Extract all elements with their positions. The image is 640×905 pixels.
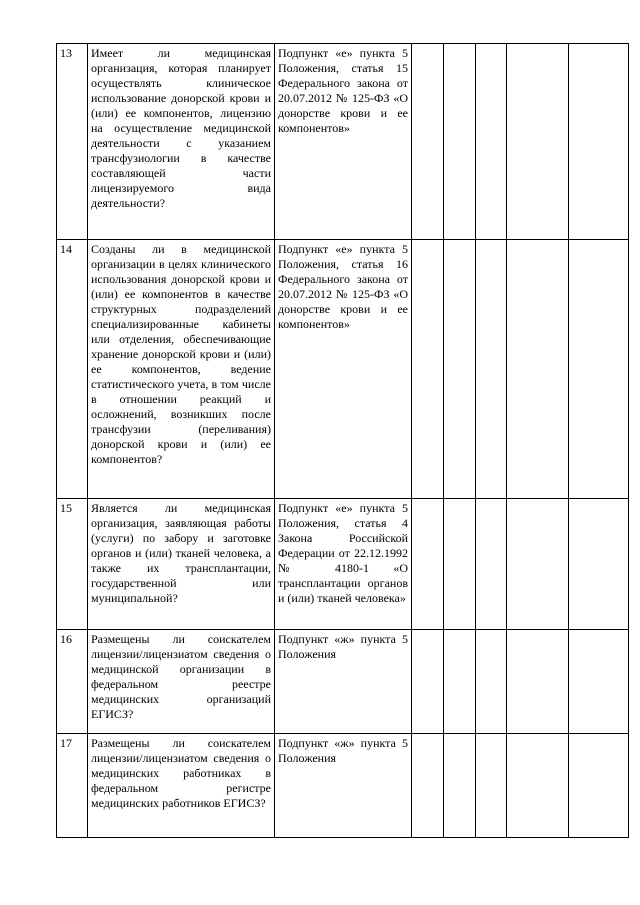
- row-number: 17: [57, 734, 88, 838]
- answer-na-cell: [476, 630, 507, 734]
- table-row: [57, 240, 629, 499]
- note-cell: [569, 734, 629, 838]
- table-row: [57, 734, 629, 838]
- answer-no-cell: [444, 499, 476, 630]
- row-number: 13: [57, 44, 88, 240]
- checklist-table: [56, 43, 629, 838]
- question-cell: Размещены ли соискателем лицензии/лицензиатом сведения о медицинской организации в федеральном реестре медицинских организаций ЕГИСЗ?: [88, 630, 275, 734]
- legal-basis-cell: Подпункт «е» пункта 5 Положения, статья 16 Федерального закона от 20.07.2012 № 125-ФЗ «О донорстве крови и ее компонентов»: [275, 240, 412, 499]
- answer-extra-cell: [507, 240, 569, 499]
- answer-na-cell: [476, 499, 507, 630]
- answer-na-cell: [476, 44, 507, 240]
- note-cell: [569, 630, 629, 734]
- legal-basis-cell: Подпункт «ж» пункта 5 Положения: [275, 630, 412, 734]
- answer-extra-cell: [507, 499, 569, 630]
- note-cell: [569, 499, 629, 630]
- answer-extra-cell: [507, 734, 569, 838]
- answer-na-cell: [476, 240, 507, 499]
- answer-no-cell: [444, 630, 476, 734]
- note-cell: [569, 44, 629, 240]
- table-row: [57, 630, 629, 734]
- question-cell: Имеет ли медицинская организация, которая планирует осуществлять клиническое использование донорской крови и (или) ее компонентов, лицензию на осуществление медицинской деятельности с указанием трансфузиологии в качестве составляющей части лицензируемого вида деятельности?: [88, 44, 275, 240]
- note-cell: [569, 240, 629, 499]
- answer-no-cell: [444, 734, 476, 838]
- answer-yes-cell: [412, 499, 444, 630]
- answer-yes-cell: [412, 630, 444, 734]
- legal-basis-cell: Подпункт «е» пункта 5 Положения, статья 4 Закона Российской Федерации от 22.12.1992 № 4180-1 «О трансплантации органов и (или) тканей человека»: [275, 499, 412, 630]
- answer-no-cell: [444, 44, 476, 240]
- legal-basis-cell: Подпункт «е» пункта 5 Положения, статья 15 Федерального закона от 20.07.2012 № 125-ФЗ «О донорстве крови и ее компонентов»: [275, 44, 412, 240]
- question-cell: Является ли медицинская организация, заявляющая работы (услуги) по забору и заготовке органов и (или) тканей человека, а также их трансплантации, государственной или муниципальной?: [88, 499, 275, 630]
- question-cell: Созданы ли в медицинской организации в целях клинического использования донорской крови и (или) ее компонентов в качестве структурных подразделений специализированные кабинеты или отделения, обеспечивающие хранение донорской крови и (или) ее компонентов, ведение статистического учета, в том числе в отношении реакций и осложнений, возникших после трансфузии (переливания) донорской крови и (или) ее компонентов?: [88, 240, 275, 499]
- question-cell: Размещены ли соискателем лицензии/лицензиатом сведения о медицинских работниках в федеральном регистре медицинских работников ЕГИСЗ?: [88, 734, 275, 838]
- answer-yes-cell: [412, 44, 444, 240]
- row-number: 16: [57, 630, 88, 734]
- table-row: [57, 499, 629, 630]
- answer-extra-cell: [507, 630, 569, 734]
- legal-basis-cell: Подпункт «ж» пункта 5 Положения: [275, 734, 412, 838]
- answer-no-cell: [444, 240, 476, 499]
- answer-yes-cell: [412, 734, 444, 838]
- row-number: 14: [57, 240, 88, 499]
- answer-yes-cell: [412, 240, 444, 499]
- answer-extra-cell: [507, 44, 569, 240]
- answer-na-cell: [476, 734, 507, 838]
- table-row: [57, 44, 629, 240]
- row-number: 15: [57, 499, 88, 630]
